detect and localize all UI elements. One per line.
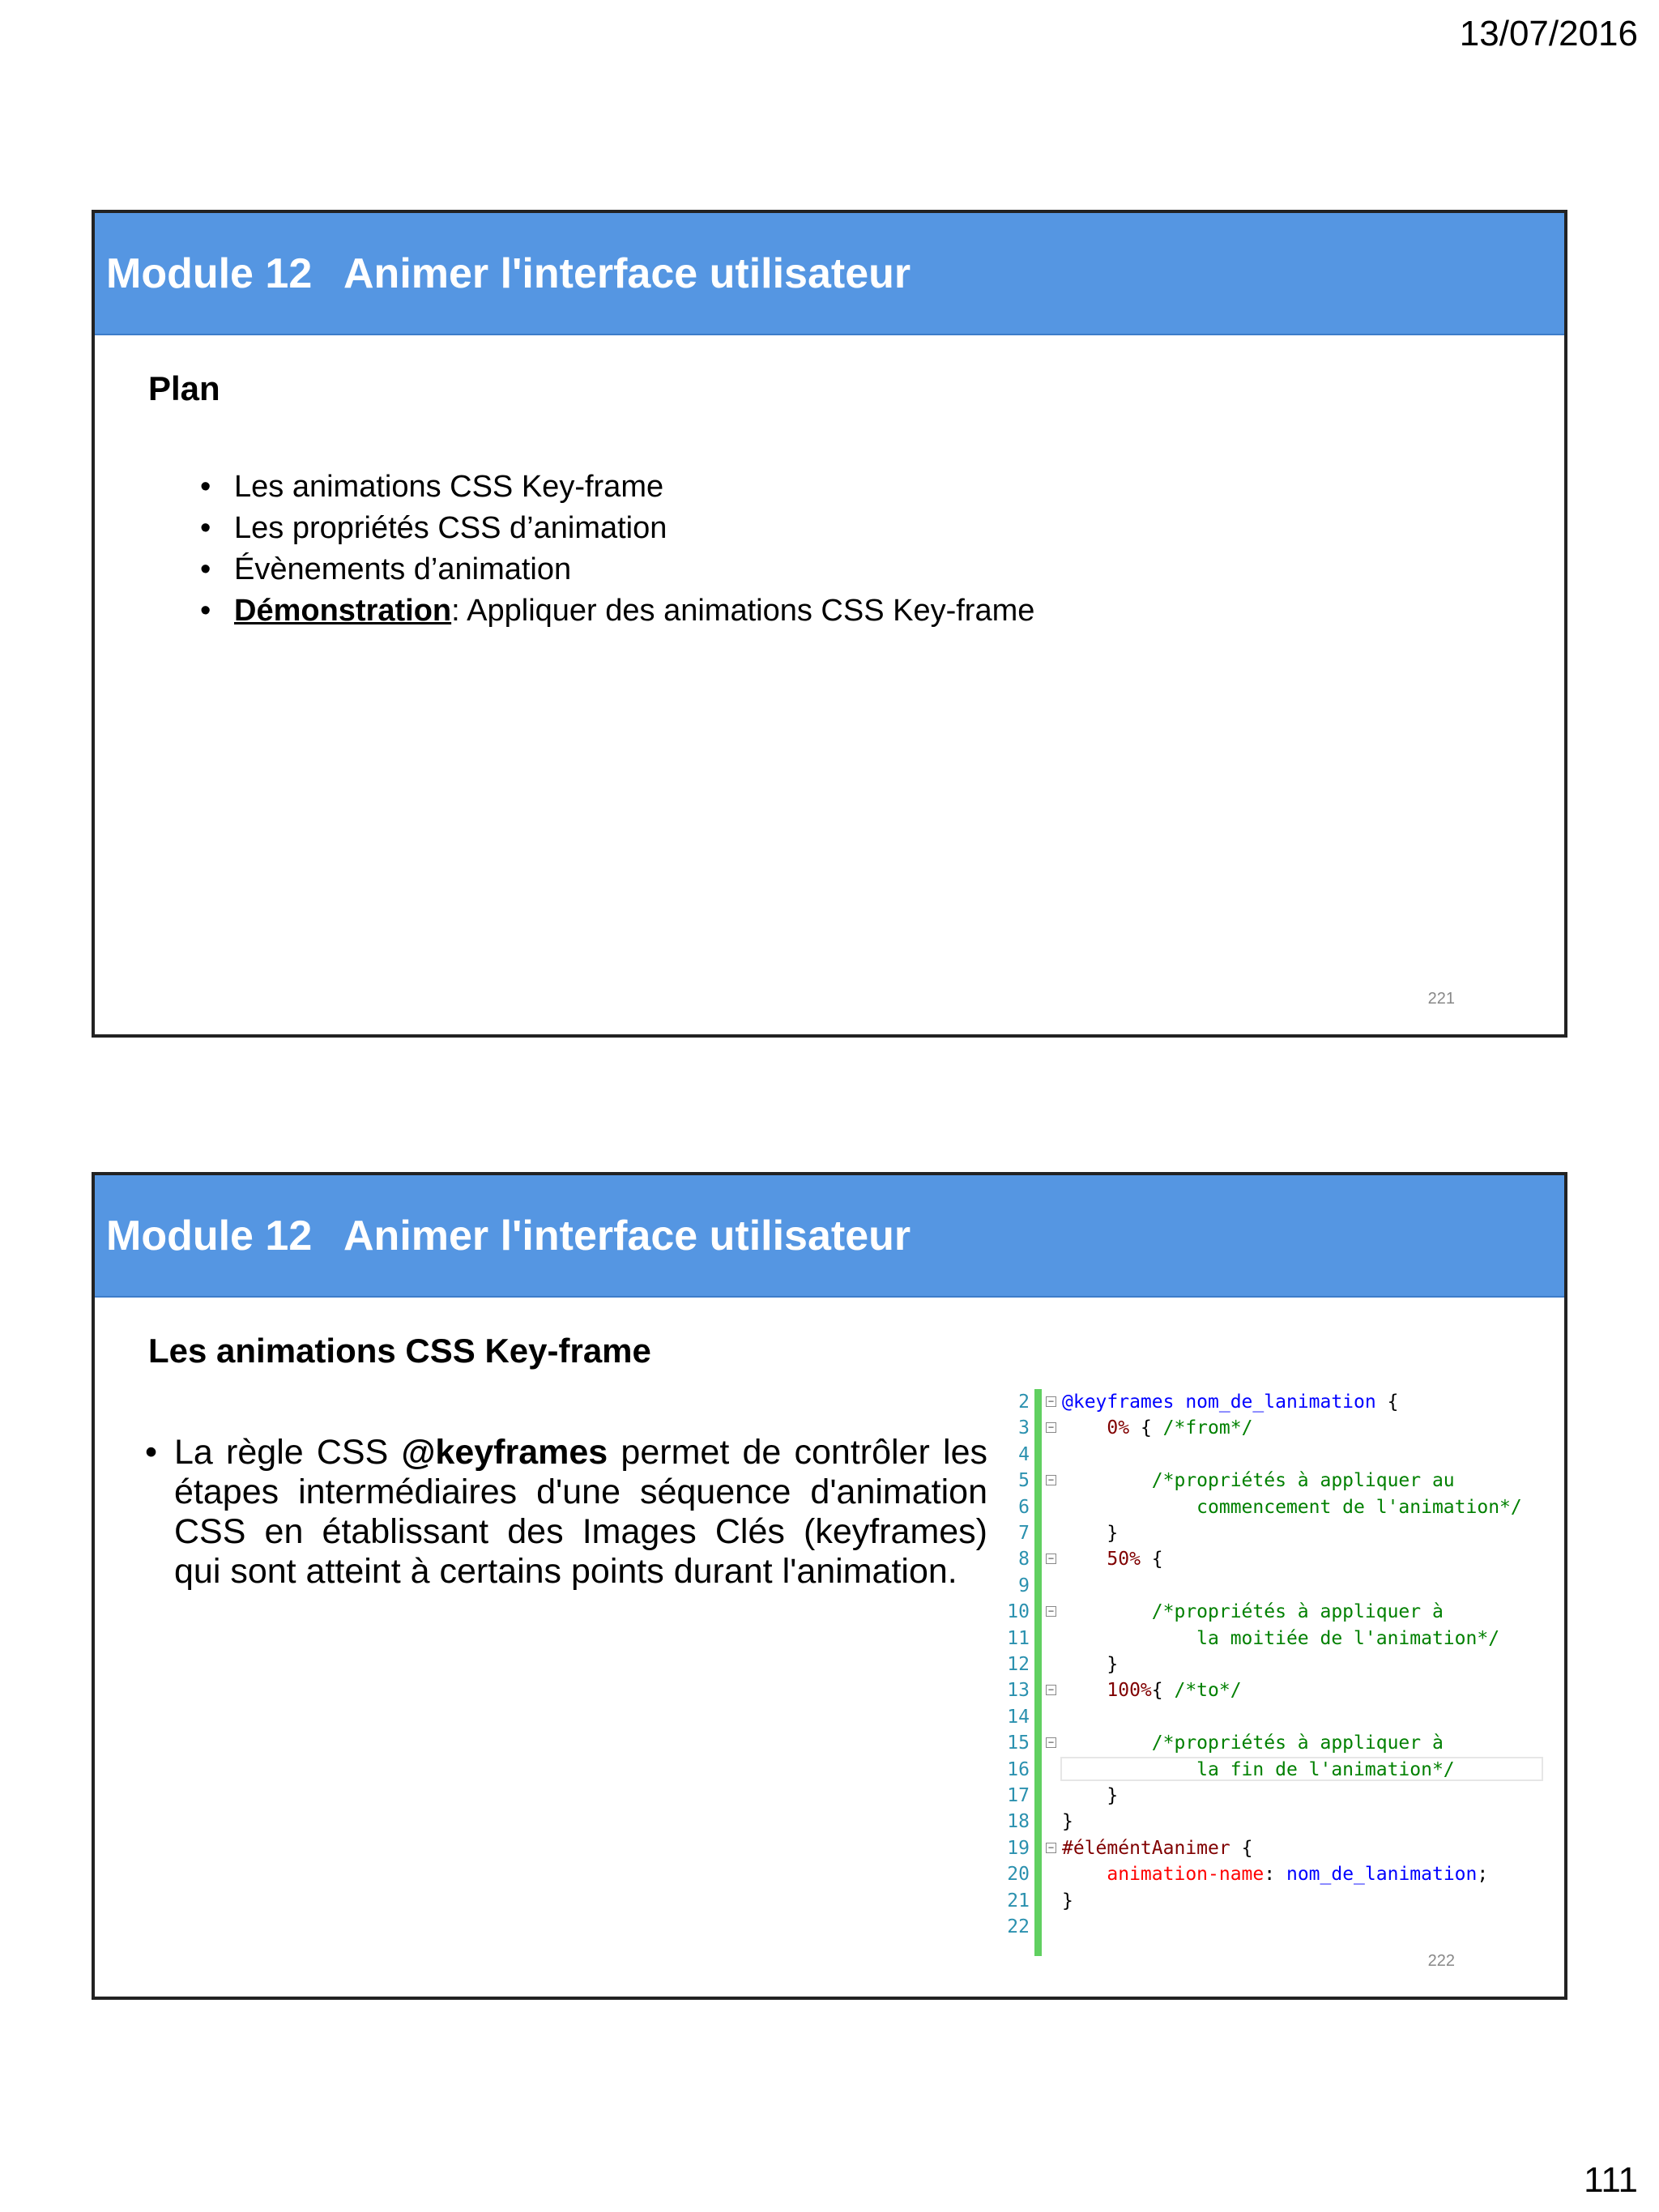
code-line: [994, 1599, 1553, 1625]
line-number: 17: [1007, 1785, 1030, 1806]
line-number: 10: [1007, 1601, 1030, 1622]
line-number: 20: [1007, 1864, 1030, 1885]
code-line: [994, 1389, 1553, 1415]
code-text: #éléméntAanimer {: [1062, 1838, 1253, 1859]
line-number: 22: [1007, 1916, 1030, 1937]
code-line: [994, 1783, 1553, 1809]
collapse-icon[interactable]: −: [1046, 1554, 1056, 1564]
code-text: }: [1062, 1811, 1073, 1832]
bullet-marker: •: [145, 1433, 158, 1472]
code-line: [994, 1546, 1553, 1572]
slide-header: [95, 213, 1564, 335]
line-number: 18: [1007, 1811, 1030, 1832]
slide-subtitle: Plan: [148, 369, 220, 407]
demo-label: Démonstration: [234, 594, 452, 628]
code-line: [994, 1520, 1553, 1546]
collapse-icon[interactable]: −: [1046, 1737, 1056, 1748]
code-line: [994, 1494, 1553, 1520]
code-line: [994, 1809, 1553, 1835]
line-number: 15: [1007, 1733, 1030, 1754]
list-item: • Évènements d’animation: [200, 549, 1034, 590]
line-number: 21: [1007, 1890, 1030, 1912]
code-line: [994, 1914, 1553, 1940]
code-text: commencement de l'animation*/: [1062, 1497, 1522, 1518]
code-text: 50% {: [1107, 1549, 1163, 1570]
code-line: [994, 1415, 1553, 1441]
page-date: 13/07/2016: [1459, 14, 1638, 53]
code-text: la fin de l'animation*/: [1062, 1759, 1455, 1780]
module-label: Module 12: [106, 250, 313, 297]
code-line: [994, 1861, 1553, 1887]
collapse-icon[interactable]: −: [1046, 1475, 1056, 1485]
code-text: }: [1062, 1890, 1073, 1912]
code-line: [994, 1442, 1553, 1468]
code-text: 100%{ /*to*/: [1107, 1680, 1242, 1701]
code-line: [994, 1677, 1553, 1703]
slide-number: 221: [1427, 990, 1455, 1008]
code-screenshot: [994, 1389, 1553, 1956]
paragraph-post: permet de contrôler les étapes intermédiaires d'une séquence d'animation CSS en établissant des Images Clés (keyframes) qui sont atteint à certains points durant l'animation.: [174, 1433, 987, 1591]
slide-header: [95, 1175, 1564, 1298]
current-line-highlight: [1060, 1757, 1543, 1781]
line-number: 14: [1007, 1707, 1030, 1728]
slide-keyframes: [92, 1172, 1567, 2000]
slide-plan: [92, 210, 1567, 1038]
line-number: 13: [1007, 1680, 1030, 1701]
code-text: 0% { /*from*/: [1107, 1417, 1253, 1438]
code-text: /*propriétés à appliquer au: [1062, 1470, 1455, 1491]
line-number: 16: [1007, 1759, 1030, 1780]
code-text: }: [1062, 1654, 1119, 1675]
collapse-icon[interactable]: −: [1046, 1606, 1056, 1617]
code-line: [994, 1888, 1553, 1914]
code-text: }: [1062, 1785, 1119, 1806]
code-line: [994, 1573, 1553, 1599]
code-text: animation-name: nom_de_lanimation;: [1107, 1864, 1489, 1885]
slide-subtitle: Les animations CSS Key-frame: [148, 1332, 651, 1370]
line-number: 3: [1018, 1417, 1030, 1438]
line-number: 11: [1007, 1628, 1030, 1649]
line-number: 7: [1018, 1523, 1030, 1544]
demo-text: : Appliquer des animations CSS Key-frame: [451, 594, 1035, 628]
module-title: Animer l'interface utilisateur: [343, 1213, 911, 1259]
line-number: 5: [1018, 1470, 1030, 1491]
collapse-icon[interactable]: −: [1046, 1843, 1056, 1853]
line-number: 4: [1018, 1444, 1030, 1465]
module-title: Animer l'interface utilisateur: [343, 250, 911, 297]
line-number: 6: [1018, 1497, 1030, 1518]
collapse-icon[interactable]: −: [1046, 1422, 1056, 1433]
plan-list: [200, 467, 1034, 632]
slide-number: 222: [1427, 1952, 1455, 1970]
code-line: [994, 1835, 1553, 1861]
collapse-icon[interactable]: −: [1046, 1396, 1056, 1407]
collapse-icon[interactable]: −: [1046, 1685, 1056, 1695]
list-item: • Les animations CSS Key-frame: [200, 467, 1034, 508]
code-text: la moitiée de l'animation*/: [1062, 1628, 1500, 1649]
keyframes-paragraph: [145, 1433, 987, 1592]
page-number: 111: [1584, 2160, 1638, 2200]
line-number: 9: [1018, 1575, 1030, 1596]
code-line: [994, 1730, 1553, 1756]
line-number: 8: [1018, 1549, 1030, 1570]
code-line: [994, 1652, 1553, 1677]
code-text: /*propriétés à appliquer à: [1062, 1601, 1444, 1622]
line-number: 2: [1018, 1392, 1030, 1413]
paragraph-pre: La règle CSS: [174, 1433, 402, 1472]
paragraph-keyword: @keyframes: [401, 1433, 608, 1472]
code-line: [994, 1704, 1553, 1730]
code-text: /*propriétés à appliquer à: [1062, 1733, 1444, 1754]
code-text: @keyframes nom_de_lanimation {: [1062, 1392, 1399, 1413]
code-text: }: [1062, 1523, 1119, 1544]
line-number: 19: [1007, 1838, 1030, 1859]
code-line: [994, 1626, 1553, 1652]
line-number: 12: [1007, 1654, 1030, 1675]
list-item-demo: [200, 590, 1034, 632]
list-item: • Les propriétés CSS d’animation: [200, 508, 1034, 549]
code-line: [994, 1468, 1553, 1494]
module-label: Module 12: [106, 1213, 313, 1259]
